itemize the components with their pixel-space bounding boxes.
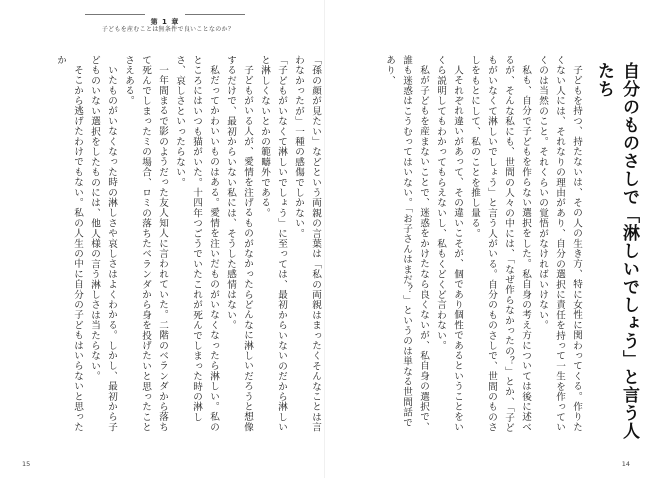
left-paragraph-4: 私だってかわいいものはある。愛情を注いだものがいなくなったら淋しい。私のところにはいつも猫がいた。十四年つごうでいたこれが死んでしまった時の淋しさ、哀しさといったらない。 bbox=[174, 55, 219, 432]
left-paragraph-2: 「子どもがいなくて淋しいでしょう」に至っては、最初からいないのだから淋しいと淋しくないとかの範疇外である。 bbox=[259, 55, 287, 433]
left-paragraph-3: 子どもがいる人が、愛情を注げるものがなかったらどんなに淋しいだろうと想像するだけで、最初からいない私には、そうした感情はない。 bbox=[225, 55, 253, 432]
chapter-title: 子どもを産むことは無条件で良いことなのか？ bbox=[101, 26, 235, 33]
section-heading: 自分のものさしで「淋しいでしょう」と言う人たち bbox=[594, 62, 639, 440]
chapter-number: 第 1 章 bbox=[150, 18, 180, 26]
left-paragraph-6: いたものがいなくなった時の淋しさや哀しさはよくわかる。しかし、最初から子どものいない選択をしたものには、他人様の言う淋しさは当たらない。 bbox=[89, 55, 117, 432]
page-number-right: 14 bbox=[621, 460, 630, 468]
right-page-body bbox=[345, 55, 585, 435]
right-paragraph-3: 人それぞれ違いがあって、その違いこそが、個であり個性であるということをいくら説明してもわかってもらえないし、私もくどくど言わない。 bbox=[435, 55, 463, 432]
gutter bbox=[324, 0, 325, 478]
left-paragraph-7: そこから逃げたわけでもない。私の人生の中に自分の子どもはいらないと思ったか bbox=[55, 55, 83, 432]
right-paragraph-4: 私が子どもを産まないことで、迷惑をかけたなら良くないが、私自身の選択で、誰も迷惑はこうむってはいない。「お子さんはまだ？」というのは単なる世間話であり、 bbox=[384, 55, 429, 432]
left-paragraph-5: 一年間まるで影のようだった友人知人に言われていた。二階のベランダから落ちて死んでしまったミの場合、ロミの落ちたベランダから身を投げたいと思ったことさえある。 bbox=[123, 55, 168, 433]
left-page bbox=[24, 55, 324, 435]
left-paragraph-1: 「孫の顔が見たい」などという両親の言葉は「私の両親はまったくそんなことは言わなかったが」一種の感傷でしかない。 bbox=[293, 55, 321, 433]
page-number-left: 15 bbox=[22, 460, 31, 468]
left-page-body bbox=[24, 55, 324, 435]
right-paragraph-1: 子どもを持つ、持たないは、その人の生き方、特に女性に関わってくる。作りたくない人には、それなりの理由があり、自分の選択に責任を持って一生を作っていくのは当然のこと。それくらいの覚悟がなければいけない。 bbox=[537, 55, 582, 433]
right-paragraph-2: 私も、自分で子どもを作らない選択をした。私自身の考え方については後に述べるが、そんな私にも、世間の人々の中には、「なぜ作らなかったの？」とか、「子どもがいなくて淋しいでしょう」と言う人がいる。自分のものさしで、世間のものさしをもとにして、私のことを推し量る。 bbox=[469, 55, 531, 433]
